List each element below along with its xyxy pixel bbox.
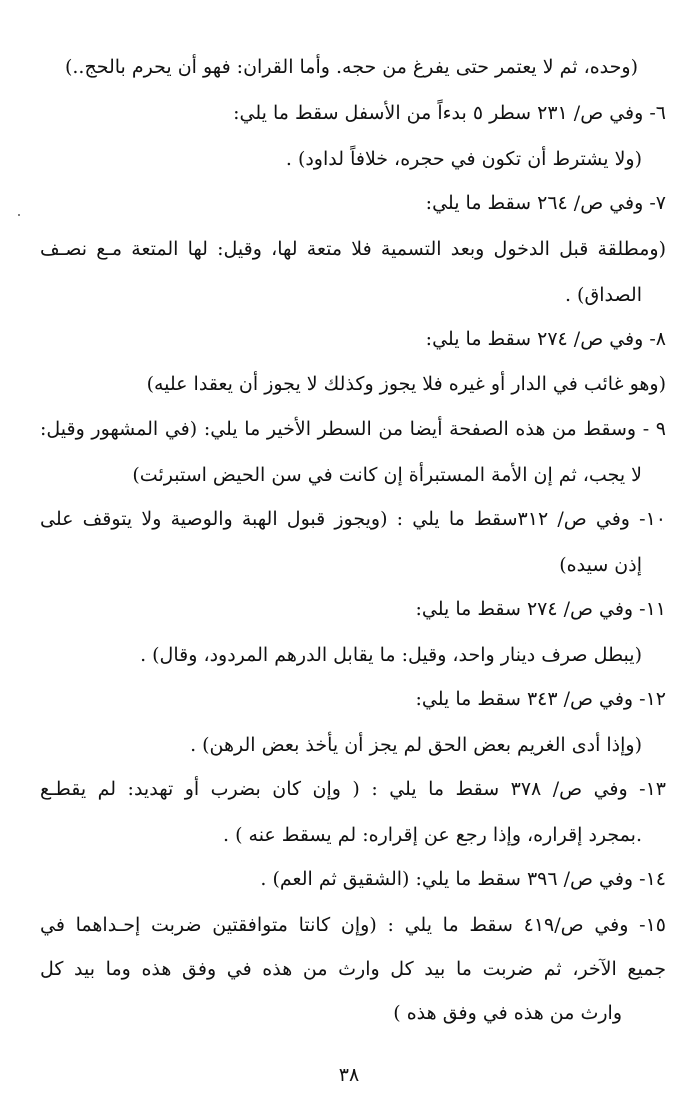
text-line-11: ١٠- وفي ص/ ٣١٢سقط ما يلي : (ويجوز قبول الهبة والوصية ولا يتوقف على: [40, 508, 666, 530]
text-line-7: ٨- وفي ص/ ٢٧٤ سقط ما يلي:: [425, 328, 666, 350]
text-line-18: .بمجرد إقراره، وإذا رجع عن إقراره: لم يسقط عنه ) .: [222, 824, 642, 846]
text-line-22: وارث من هذه في وفق هذه ): [393, 1002, 622, 1024]
text-line-4: ٧- وفي ص/ ٢٦٤ سقط ما يلي:: [425, 192, 666, 214]
text-line-20: ١٥- وفي ص/٤١٩ سقط ما يلي : (وإن كانتا متوافقتين ضربت إحـداهما في: [40, 914, 666, 936]
text-line-3: (ولا يشترط أن تكون في حجره، خلافاً لداود) .: [285, 148, 642, 170]
text-line-9: ٩ - وسقط من هذه الصفحة أيضا من السطر الأخير ما يلي: (في المشهور وقيل:: [40, 418, 666, 440]
text-line-1: (وحده، ثم لا يعتمر حتى يفرغ من حجه. وأما القران: فهو أن يحرم بالحج..): [64, 56, 638, 78]
text-line-21: جميع الآخر، ثم ضربت ما بيد كل وارث من هذه في وفق هذه وما بيد كل: [40, 958, 666, 980]
text-line-19: ١٤- وفي ص/ ٣٩٦ سقط ما يلي: (الشقيق ثم العم) .: [260, 868, 666, 890]
text-line-8: (وهو غائب في الدار أو غيره فلا يجوز وكذلك لا يجوز أن يعقدا عليه): [146, 373, 666, 395]
scan-speck: [18, 214, 20, 216]
text-line-16: (وإذا أدى الغريم بعض الحق لم يجز أن يأخذ بعض الرهن) .: [190, 734, 642, 756]
text-line-5: (ومطلقة قبل الدخول وبعد التسمية فلا متعة لها، وقيل: لها المتعة مـع نصـف: [40, 238, 666, 260]
text-line-13: ١١- وفي ص/ ٢٧٤ سقط ما يلي:: [415, 598, 666, 620]
text-line-6: الصداق) .: [564, 284, 642, 306]
text-line-10: لا يجب، ثم إن الأمة المستبرأة إن كانت في سن الحيض استبرئت): [132, 464, 642, 486]
page-number: ٣٨: [338, 1064, 360, 1086]
text-line-17: ١٣- وفي ص/ ٣٧٨ سقط ما يلي : ( وإن كان بضرب أو تهديد: لم يقطـع: [40, 778, 666, 800]
text-line-14: (يبطل صرف دينار واحد، وقيل: ما يقابل الدرهم المردود، وقال) .: [140, 644, 642, 666]
text-line-15: ١٢- وفي ص/ ٣٤٣ سقط ما يلي:: [415, 688, 666, 710]
text-line-2: ٦- وفي ص/ ٢٣١ سطر ٥ بدءاً من الأسفل سقط ما يلي:: [233, 102, 666, 124]
text-line-12: إذن سيده): [559, 554, 642, 576]
